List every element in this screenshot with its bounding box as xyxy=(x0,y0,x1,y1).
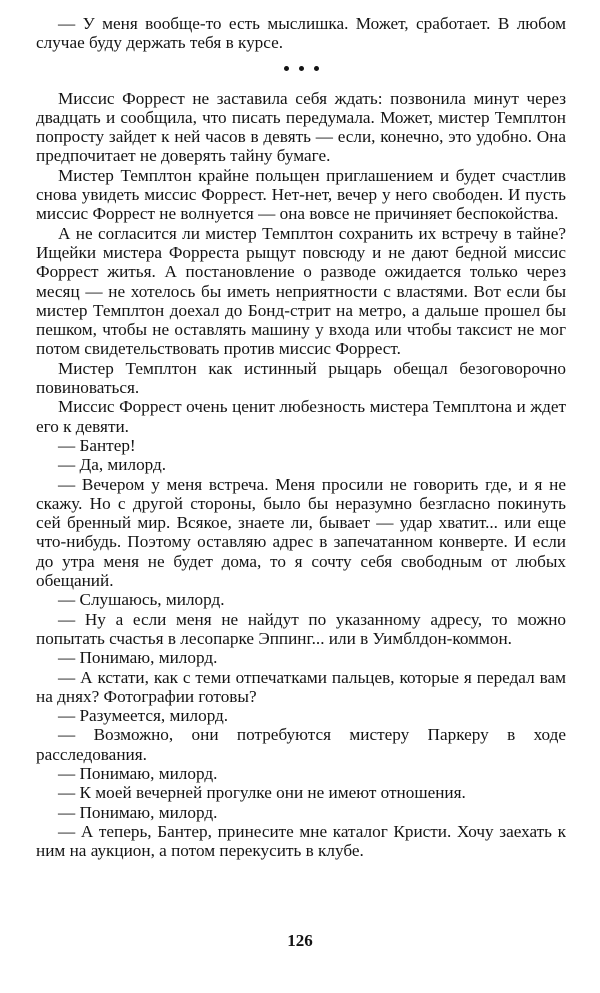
dialogue-line: — А теперь, Бантер, принесите мне каталог Кристи. Хочу заехать к ним на аукцион, а потом перекусить в клубе. xyxy=(36,821,566,861)
paragraph: — У меня вообще-то есть мыслишка. Может, сработает. В любом случае буду держать тебя в курсе. xyxy=(36,14,566,53)
dialogue-line: — Понимаю, милорд. xyxy=(58,802,218,822)
dialogue-line: — Слушаюсь, милорд. xyxy=(58,590,225,610)
paragraph: Миссис Форрест не заставила себя ждать: позвонила минут через двадцать и сообщила, что писать передумала. Может, мистер Темплтон попросту зайдет к ней часов в девять — если, конечно, это удобно. Она предпочитает не доверять тайну бумаге. xyxy=(36,88,566,166)
paragraph: А не согласится ли мистер Темплтон сохранить их встречу в тайне? Ищейки мистера Форреста рыщут повсюду и не дают бедной миссис Форрест житья. А постановление о разводе ожидается только через месяц — не хотелось бы иметь неприятности с властями. Вот если бы мистер Темплтон доехал до Бонд-стрит на метро, а дальше прошел бы пешком, чтобы не оставлять машину у входа или чтобы таксист не мог потом свидетельствовать против миссис Форрест. xyxy=(36,223,566,359)
dialogue-line: — Вечером у меня встреча. Меня просили не говорить где, и я не скажу. Но с другой стороны, было бы неразумно безгласно покинуть сей бренный мир. Всякое, знаете ли, бывает — удар хватит... или еще что-нибудь. Поэтому оставляю адрес в запечатанном конверте. И если до утра меня не будет дома, то я сочту себя свободным от любых обещаний. xyxy=(36,474,566,591)
dialogue-line: — Ну а если меня не найдут по указанному адресу, то можно попытать счастья в лесопарке Эппинг... или в Уимблдон-коммон. xyxy=(36,609,566,648)
book-page xyxy=(36,14,566,860)
dialogue-line: — К моей вечерней прогулке они не имеют отношения. xyxy=(58,783,466,803)
dialogue-line: — Понимаю, милорд. xyxy=(58,763,218,783)
dialogue-line: — Понимаю, милорд. xyxy=(58,648,218,668)
paragraph: Миссис Форрест очень ценит любезность мистера Темплтона и ждет его к девяти. xyxy=(36,397,566,436)
dialogue-line: — Да, милорд. xyxy=(58,455,167,475)
section-separator xyxy=(36,59,566,77)
separator-star-icon xyxy=(284,66,289,71)
dialogue-line: — Возможно, они потребуются мистеру Паркеру в ходе расследования. xyxy=(36,725,566,764)
dialogue-line: — А кстати, как с теми отпечатками пальцев, которые я передал вам на днях? Фотографии готовы? xyxy=(36,667,566,706)
dialogue-line: — Бантер! xyxy=(58,435,136,455)
separator-star-icon xyxy=(314,66,319,71)
dialogue-line: — Разумеется, милорд. xyxy=(58,706,229,726)
page-number: 126 xyxy=(287,931,313,950)
separator-star-icon xyxy=(299,66,304,71)
paragraph: Мистер Темплтон крайне польщен приглашением и будет счастлив снова увидеть миссис Форрест. Нет-нет, вечер у него свободен. И пусть миссис Форрест не волнуется — она вовсе не причиняет беспокойства. xyxy=(36,165,566,224)
paragraph: Мистер Темплтон как истинный рыцарь обещал безоговорочно повиноваться. xyxy=(36,358,566,398)
